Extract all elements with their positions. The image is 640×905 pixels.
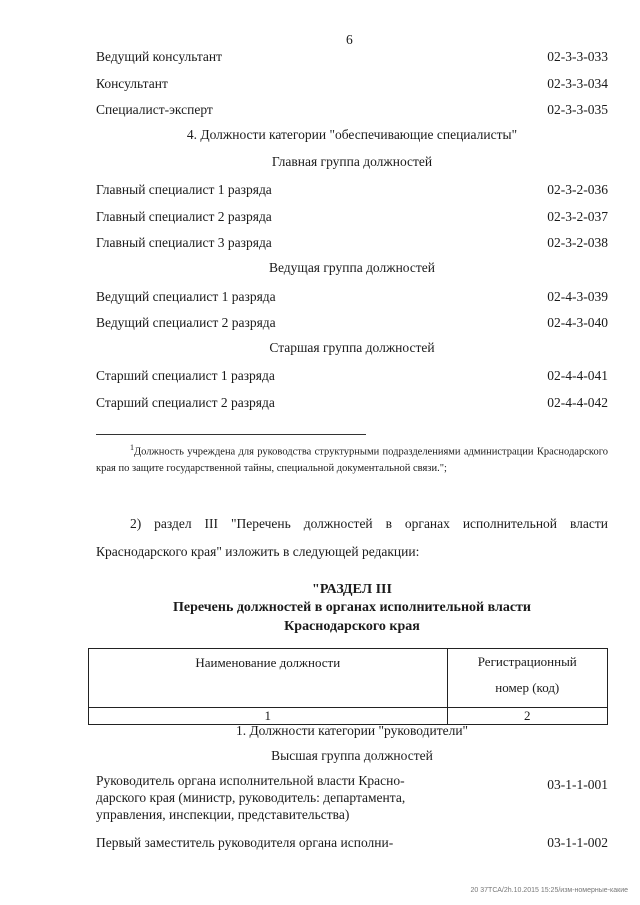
table-number-row [89, 708, 608, 725]
paragraph-amendment: 2) раздел III "Перечень должностей в органах исполнительной власти Краснодарского края" изложить в следующей редакции: [96, 516, 608, 559]
position-code: 02-3-3-035 [547, 102, 608, 117]
position-entry [96, 834, 608, 851]
position-row [96, 287, 608, 307]
position-name: Главный специалист 1 разряда [96, 182, 272, 197]
footnote-mark: 1 [130, 443, 134, 452]
position-entry [96, 772, 608, 823]
position-code: 03-1-1-002 [547, 835, 608, 850]
group-heading: Главная группа должностей [271, 154, 433, 169]
position-code: 03-1-1-001 [547, 777, 608, 792]
group-heading: Ведущая группа должностей [268, 260, 435, 275]
position-row [96, 74, 608, 94]
position-row [96, 233, 608, 253]
group-heading: Старшая группа должностей [269, 340, 435, 355]
position-name: Специалист-эксперт [96, 102, 213, 117]
position-code: 02-3-2-037 [547, 209, 608, 224]
footnote [96, 440, 608, 477]
table-header-row [89, 649, 608, 708]
positions-table [88, 648, 608, 725]
position-name: Ведущий консультант [96, 49, 223, 64]
group-heading: Высшая группа должностей [271, 748, 433, 763]
category-heading: 1. Должности категории "руководители" [235, 723, 469, 738]
position-name: Консультант [96, 76, 168, 91]
header-position-name: Наименование должности [195, 655, 341, 670]
position-name-line: управления, инспекции, представительства) [96, 807, 350, 822]
position-code: 02-3-2-038 [547, 235, 608, 250]
position-code: 02-3-3-034 [547, 76, 608, 91]
position-code: 02-3-3-033 [547, 49, 608, 64]
position-row [96, 180, 608, 200]
position-name: Главный специалист 3 разряда [96, 235, 272, 250]
table-number-cell [89, 708, 448, 725]
footnote-text: Должность учреждена для руководства структурными подразделениями администрации Краснодарского края по защите государственной тайны, специальной документальной связи."; [96, 446, 608, 474]
position-name: Ведущий специалист 1 разряда [96, 289, 276, 304]
table-header-cell [447, 649, 607, 708]
position-name: Старший специалист 1 разряда [96, 368, 275, 383]
section-title: "РАЗДЕЛ III [312, 582, 392, 597]
column-number: 2 [524, 708, 531, 723]
position-row [96, 100, 608, 120]
position-name-line: Первый заместитель руководителя органа исполни- [96, 835, 394, 850]
position-name: Старший специалист 2 разряда [96, 395, 275, 410]
header-reg-line2: номер (код) [495, 680, 560, 695]
position-code: 02-4-3-040 [547, 315, 608, 330]
position-name-line: Руководитель органа исполнительной власти Красно- [96, 773, 405, 788]
footer-stamp: 20 37ТСА/2h.10.2015 15:25/изм-номерные-какие [470, 887, 628, 894]
table-number-cell [447, 708, 607, 725]
position-name: Ведущий специалист 2 разряда [96, 315, 276, 330]
position-row [96, 393, 608, 413]
position-row [96, 366, 608, 386]
position-row [96, 313, 608, 333]
position-row [96, 47, 608, 67]
position-code: 02-4-4-041 [547, 368, 608, 383]
position-code: 02-3-2-036 [547, 182, 608, 197]
position-code: 02-4-4-042 [547, 395, 608, 410]
position-name: Главный специалист 2 разряда [96, 209, 272, 224]
section-heading: 4. Должности категории "обеспечивающие специалисты" [186, 127, 518, 142]
position-row [96, 207, 608, 227]
column-number: 1 [264, 708, 272, 723]
page-number: 6 [346, 32, 353, 47]
position-name-line: дарского края (министр, руководитель: департамента, [96, 790, 406, 805]
position-code: 02-4-3-039 [547, 289, 608, 304]
table-header-cell [89, 649, 448, 708]
header-reg-line1: Регистрационный [477, 654, 577, 669]
section-subtitle: Перечень должностей в органах исполнительной власти [173, 600, 531, 615]
section-subtitle: Краснодарского края [284, 619, 420, 634]
footnote-separator [96, 434, 366, 435]
